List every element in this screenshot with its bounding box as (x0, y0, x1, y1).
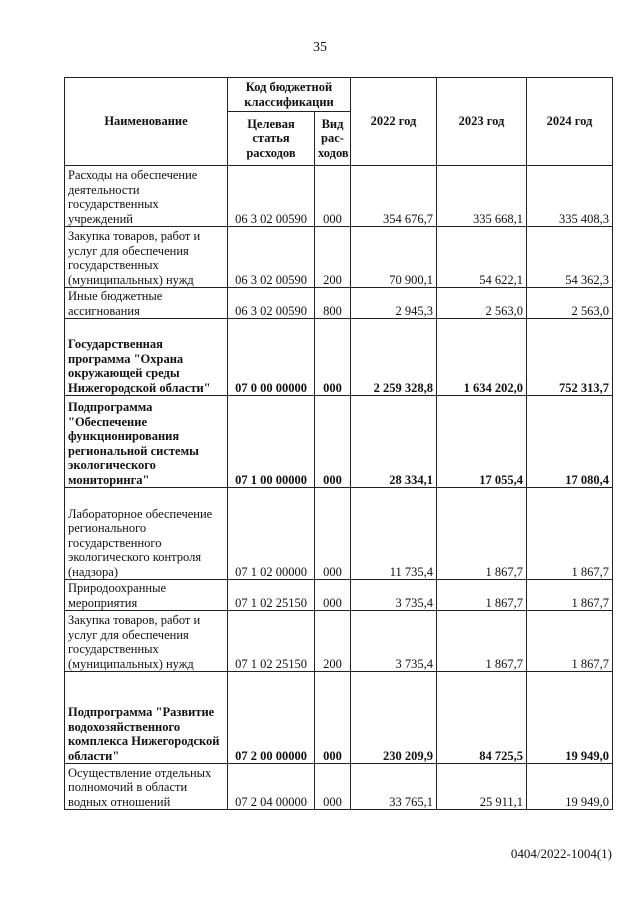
row-2024: 19 949,0 (527, 764, 613, 810)
table-row (65, 396, 613, 488)
row-name: Подпрограмма "Обеспечение функционирования региональной системы экологического мониторинга" (65, 396, 228, 488)
row-code: 07 1 02 25150 (228, 611, 315, 672)
row-type: 000 (315, 396, 351, 488)
table-row (65, 764, 613, 810)
row-2022: 3 735,4 (351, 580, 437, 611)
row-type: 000 (315, 166, 351, 227)
row-code: 06 3 02 00590 (228, 166, 315, 227)
row-2023: 84 725,5 (437, 672, 527, 764)
row-code: 07 0 00 00000 (228, 319, 315, 396)
table-row (65, 227, 613, 288)
row-name: Закупка товаров, работ и услуг для обеспечения государственных (муниципальных) нужд (65, 227, 228, 288)
row-2022: 354 676,7 (351, 166, 437, 227)
row-2022: 2 259 328,8 (351, 319, 437, 396)
row-type: 800 (315, 288, 351, 319)
row-2024: 19 949,0 (527, 672, 613, 764)
row-type: 200 (315, 611, 351, 672)
table-row (65, 288, 613, 319)
row-code: 07 2 00 00000 (228, 672, 315, 764)
table-row (65, 672, 613, 764)
header-2023: 2023 год (437, 78, 527, 166)
table-row (65, 580, 613, 611)
table-row (65, 488, 613, 580)
row-code: 07 1 00 00000 (228, 396, 315, 488)
row-2024: 1 867,7 (527, 611, 613, 672)
row-2024: 1 867,7 (527, 580, 613, 611)
row-code: 07 1 02 00000 (228, 488, 315, 580)
row-2023: 1 867,7 (437, 488, 527, 580)
row-name: Государственная программа "Охрана окружающей среды Нижегородской области" (65, 319, 228, 396)
row-2024: 1 867,7 (527, 488, 613, 580)
budget-table (64, 77, 613, 810)
row-2023: 54 622,1 (437, 227, 527, 288)
header-code-group: Код бюджетной классификации (228, 78, 351, 112)
row-type: 200 (315, 227, 351, 288)
row-2022: 3 735,4 (351, 611, 437, 672)
row-name: Иные бюджетные ассигнования (65, 288, 228, 319)
row-code: 07 2 04 00000 (228, 764, 315, 810)
header-expense-type: Вид рас-ходов (315, 112, 351, 166)
table-row (65, 611, 613, 672)
row-2024: 17 080,4 (527, 396, 613, 488)
row-2023: 17 055,4 (437, 396, 527, 488)
row-2022: 70 900,1 (351, 227, 437, 288)
row-type: 000 (315, 764, 351, 810)
row-name: Расходы на обеспечение деятельности государственных учреждений (65, 166, 228, 227)
row-2023: 1 634 202,0 (437, 319, 527, 396)
header-name: Наименование (65, 78, 228, 166)
row-2023: 1 867,7 (437, 580, 527, 611)
row-2023: 25 911,1 (437, 764, 527, 810)
table-row (65, 166, 613, 227)
row-name: Осуществление отдельных полномочий в области водных отношений (65, 764, 228, 810)
row-code: 07 1 02 25150 (228, 580, 315, 611)
row-type: 000 (315, 580, 351, 611)
row-code: 06 3 02 00590 (228, 288, 315, 319)
row-2024: 335 408,3 (527, 166, 613, 227)
row-type: 000 (315, 488, 351, 580)
row-2023: 335 668,1 (437, 166, 527, 227)
row-name: Закупка товаров, работ и услуг для обеспечения государственных (муниципальных) нужд (65, 611, 228, 672)
row-2024: 752 313,7 (527, 319, 613, 396)
row-2022: 28 334,1 (351, 396, 437, 488)
row-2023: 1 867,7 (437, 611, 527, 672)
header-2022: 2022 год (351, 78, 437, 166)
row-2022: 230 209,9 (351, 672, 437, 764)
table-row (65, 319, 613, 396)
row-name: Подпрограмма "Развитие водохозяйственного комплекса Нижегородской области" (65, 672, 228, 764)
document-code: 0404/2022-1004(1) (510, 846, 612, 861)
row-2022: 2 945,3 (351, 288, 437, 319)
row-type: 000 (315, 672, 351, 764)
row-2022: 11 735,4 (351, 488, 437, 580)
row-2024: 2 563,0 (527, 288, 613, 319)
row-2024: 54 362,3 (527, 227, 613, 288)
row-2023: 2 563,0 (437, 288, 527, 319)
row-type: 000 (315, 319, 351, 396)
row-code: 06 3 02 00590 (228, 227, 315, 288)
header-target-article: Целевая статья расходов (228, 112, 315, 166)
header-2024: 2024 год (527, 78, 613, 166)
row-name: Лабораторное обеспечение регионального государственного экологического контроля (надзора) (65, 488, 228, 580)
row-name: Природоохранные мероприятия (65, 580, 228, 611)
row-2022: 33 765,1 (351, 764, 437, 810)
page-number: 35 (313, 40, 327, 55)
